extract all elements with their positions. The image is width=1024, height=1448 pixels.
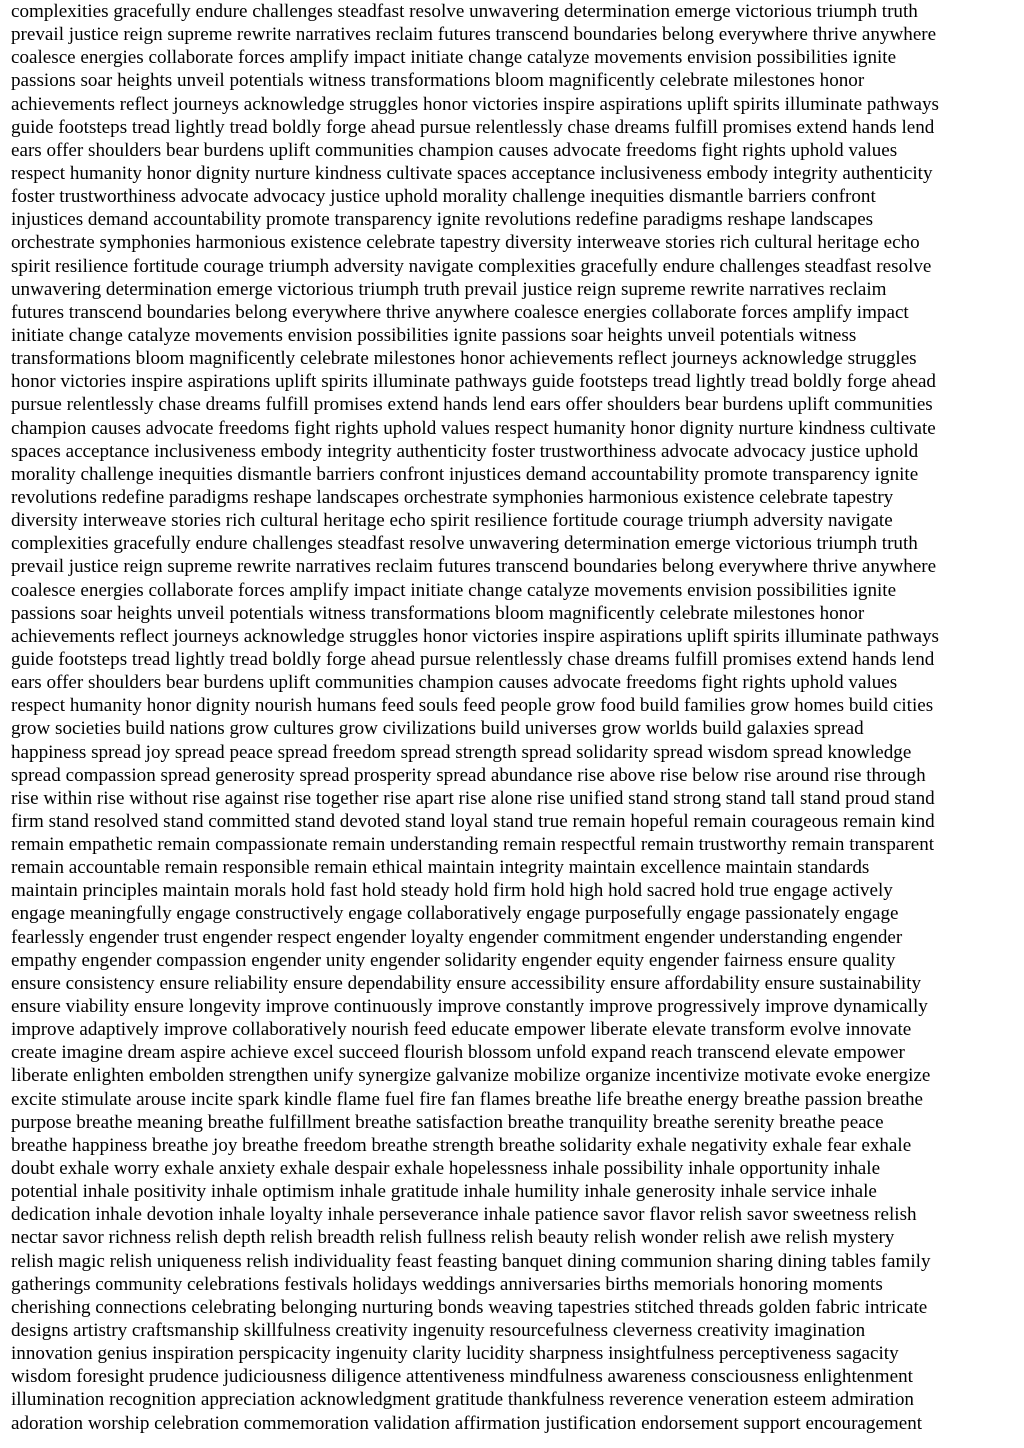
text-line: coalesce energies collaborate forces amplify impact initiate change catalyze movements envision possibilities ignite [11, 47, 897, 69]
text-line: purpose breathe meaning breathe fulfillment breathe satisfaction breathe tranquility breathe serenity breathe peace [11, 1111, 884, 1133]
text-line: futures transcend boundaries belong everywhere thrive anywhere coalesce energies collaborate forces amplify impact [11, 301, 909, 323]
text-line: cherishing connections celebrating belonging nurturing bonds weaving tapestries stitched threads golden fabric intricate [11, 1296, 928, 1318]
text-line: gatherings community celebrations festivals holidays weddings anniversaries births memorials honoring moments [11, 1273, 883, 1295]
text-line: orchestrate symphonies harmonious existence celebrate tapestry diversity interweave stories rich cultural heritage echo [11, 232, 920, 254]
text-line: happiness spread joy spread peace spread freedom spread strength spread solidarity spread wisdom spread knowledge [11, 741, 912, 763]
text-line: passions soar heights unveil potentials witness transformations bloom magnificently celebrate milestones honor [11, 602, 865, 624]
text-line: respect humanity honor dignity nurture kindness cultivate spaces acceptance inclusiveness embody integrity authenticity [11, 162, 933, 184]
text-line: foster trustworthiness advocate advocacy justice uphold morality challenge inequities dismantle barriers confront [11, 186, 876, 208]
text-line: ensure viability ensure longevity improve continuously improve constantly improve progressively improve dynamically [11, 996, 928, 1018]
text-line: innovation genius inspiration perspicacity ingenuity clarity lucidity sharpness insightfulness perceptiveness sagacity [11, 1343, 899, 1365]
text-line: engage meaningfully engage constructively engage collaboratively engage purposefully engage passionately engage [11, 903, 899, 925]
text-line: respect humanity honor dignity nourish humans feed souls feed people grow food build families grow homes build cities [11, 695, 934, 717]
text-line: designs artistry craftsmanship skillfulness creativity ingenuity resourcefulness cleverness creativity imagination [11, 1320, 866, 1342]
text-line: wisdom foresight prudence judiciousness diligence attentiveness mindfulness awareness consciousness enlightenment [11, 1366, 913, 1388]
text-line: transformations bloom magnificently celebrate milestones honor achievements reflect journeys acknowledge struggles [11, 348, 917, 370]
text-line: excite stimulate arouse incite spark kindle flame fuel fire fan flames breathe life breathe energy breathe passion breathe [11, 1088, 924, 1110]
text-line: prevail justice reign supreme rewrite narratives reclaim futures transcend boundaries belong everywhere thrive anywhere [11, 24, 937, 46]
text-line: prevail justice reign supreme rewrite narratives reclaim futures transcend boundaries belong everywhere thrive anywhere [11, 556, 937, 578]
text-line: improve adaptively improve collaboratively nourish feed educate empower liberate elevate transform evolve innovate [11, 1019, 912, 1041]
text-line: champion causes advocate freedoms fight rights uphold values respect humanity honor dignity nurture kindness cultivate [11, 417, 936, 439]
text-line: injustices demand accountability promote transparency ignite revolutions redefine paradigms reshape landscapes [11, 209, 874, 231]
text-line: illumination recognition appreciation acknowledgment gratitude thankfulness reverence veneration esteem admiration [11, 1389, 914, 1411]
text-line: guide footsteps tread lightly tread boldly forge ahead pursue relentlessly chase dreams fulfill promises extend hands lend [11, 648, 935, 670]
text-line: breathe happiness breathe joy breathe freedom breathe strength breathe solidarity exhale negativity exhale fear exhale [11, 1134, 912, 1156]
text-line: ears offer shoulders bear burdens uplift communities champion causes advocate freedoms fight rights uphold values [11, 672, 898, 694]
text-line: nectar savor richness relish depth relish breadth relish fullness relish beauty relish wonder relish awe relish mystery [11, 1227, 895, 1249]
text-line: diversity interweave stories rich cultural heritage echo spirit resilience fortitude courage triumph adversity navigate [11, 510, 893, 532]
text-line: coalesce energies collaborate forces amplify impact initiate change catalyze movements envision possibilities ignite [11, 579, 897, 601]
text-line: revolutions redefine paradigms reshape landscapes orchestrate symphonies harmonious existence celebrate tapestry [11, 486, 894, 508]
text-line: spaces acceptance inclusiveness embody integrity authenticity foster trustworthiness advocate advocacy justice uphold [11, 440, 919, 462]
text-line: morality challenge inequities dismantle barriers confront injustices demand accountability promote transparency ignite [11, 463, 919, 485]
text-line: doubt exhale worry exhale anxiety exhale despair exhale hopelessness inhale possibility inhale opportunity inhale [11, 1158, 881, 1180]
text-line: achievements reflect journeys acknowledge struggles honor victories inspire aspirations uplift spirits illuminate pathways [11, 93, 939, 115]
text-line: remain accountable remain responsible remain ethical maintain integrity maintain excellence maintain standards [11, 857, 870, 879]
text-line: complexities gracefully endure challenges steadfast resolve unwavering determination emerge victorious triumph truth [11, 533, 918, 555]
text-line: ears offer shoulders bear burdens uplift communities champion causes advocate freedoms fight rights uphold values [11, 139, 898, 161]
text-line: guide footsteps tread lightly tread boldly forge ahead pursue relentlessly chase dreams fulfill promises extend hands lend [11, 116, 935, 138]
text-line: maintain principles maintain morals hold fast hold steady hold firm hold high hold sacred hold true engage actively [11, 880, 893, 902]
text-line: liberate enlighten embolden strengthen unify synergize galvanize mobilize organize incentivize motivate evoke energize [11, 1065, 931, 1087]
text-line: rise within rise without rise against rise together rise apart rise alone rise unified stand strong stand tall stand proud stand [11, 787, 935, 809]
text-line: create imagine dream aspire achieve excel succeed flourish blossom unfold expand reach transcend elevate empower [11, 1042, 905, 1064]
text-line: grow societies build nations grow cultures grow civilizations build universes grow worlds build galaxies spread [11, 718, 864, 740]
text-line: spread compassion spread generosity spread prosperity spread abundance rise above rise below rise around rise through [11, 764, 926, 786]
text-line: adoration worship celebration commemoration validation affirmation justification endorsement support encouragement [11, 1412, 923, 1434]
text-line: remain empathetic remain compassionate remain understanding remain respectful remain trustworthy remain transparent [11, 834, 935, 856]
text-line: passions soar heights unveil potentials witness transformations bloom magnificently celebrate milestones honor [11, 70, 865, 92]
text-line: unwavering determination emerge victorious triumph truth prevail justice reign supreme rewrite narratives reclaim [11, 278, 887, 300]
text-line: complexities gracefully endure challenges steadfast resolve unwavering determination emerge victorious triumph truth [11, 1, 918, 22]
text-line: potential inhale positivity inhale optimism inhale gratitude inhale humility inhale generosity inhale service inhale [11, 1181, 877, 1203]
text-line: honor victories inspire aspirations uplift spirits illuminate pathways guide footsteps tread lightly tread boldly forge ahead [11, 371, 936, 393]
text-line: achievements reflect journeys acknowledge struggles honor victories inspire aspirations uplift spirits illuminate pathways [11, 625, 939, 647]
text-line: fearlessly engender trust engender respect engender loyalty engender commitment engender understanding engender [11, 926, 903, 948]
text-line: relish magic relish uniqueness relish individuality feast feasting banquet dining communion sharing dining tables family [11, 1250, 931, 1272]
text-line: ensure consistency ensure reliability ensure dependability ensure accessibility ensure affordability ensure sustainability [11, 972, 922, 994]
text-line: dedication inhale devotion inhale loyalty inhale perseverance inhale patience savor flavor relish savor sweetness relish [11, 1204, 917, 1226]
text-line: spirit resilience fortitude courage triumph adversity navigate complexities gracefully endure challenges steadfast resolve [11, 255, 932, 277]
text-line: firm stand resolved stand committed stand devoted stand loyal stand true remain hopeful remain courageous remain kind [11, 810, 935, 832]
text-line: empathy engender compassion engender unity engender solidarity engender equity engender fairness ensure quality [11, 949, 896, 971]
text-line: initiate change catalyze movements envision possibilities ignite passions soar heights unveil potentials witness [11, 324, 857, 346]
text-line: pursue relentlessly chase dreams fulfill promises extend hands lend ears offer shoulders bear burdens uplift communities [11, 394, 933, 416]
